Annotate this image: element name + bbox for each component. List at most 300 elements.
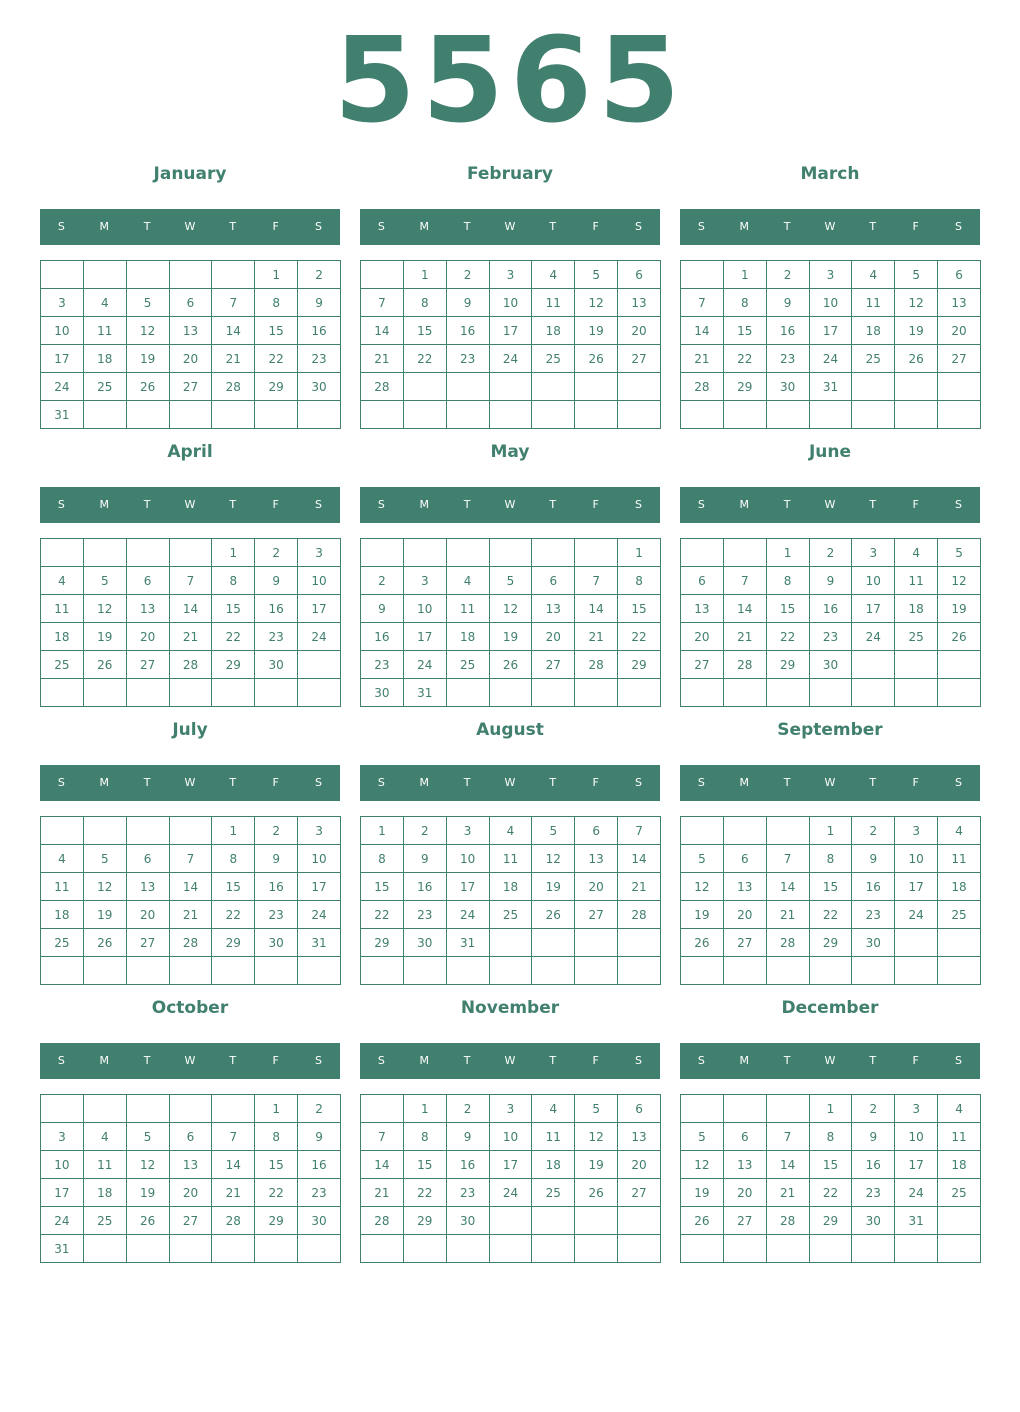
day-cell: 28 — [723, 651, 766, 679]
day-cell: 27 — [618, 1179, 661, 1207]
day-cell: 30 — [298, 1207, 341, 1235]
week-row — [361, 651, 661, 679]
day-cell: 5 — [575, 1095, 618, 1123]
day-cell: 19 — [532, 873, 575, 901]
days-table — [40, 816, 341, 985]
days-table — [680, 816, 981, 985]
day-cell: 15 — [809, 1151, 852, 1179]
day-cell: 23 — [403, 901, 446, 929]
day-cell: 28 — [169, 651, 212, 679]
day-cell: 21 — [169, 901, 212, 929]
weekday-label: T — [869, 498, 877, 511]
day-cell: 2 — [361, 567, 404, 595]
day-cell: 7 — [361, 1123, 404, 1151]
weekday-label: T — [143, 220, 151, 233]
day-cell: 1 — [723, 261, 766, 289]
week-row — [41, 1095, 341, 1123]
weekday-label: S — [57, 498, 65, 511]
weekday-label: W — [504, 776, 516, 789]
day-cell: 21 — [212, 1179, 255, 1207]
day-cell: 25 — [938, 901, 981, 929]
day-cell: 8 — [809, 845, 852, 873]
weekday-header — [680, 209, 980, 245]
weekday-label: T — [549, 220, 557, 233]
day-cell: 21 — [575, 623, 618, 651]
day-cell: 31 — [809, 373, 852, 401]
day-cell: 1 — [212, 539, 255, 567]
day-cell: 11 — [938, 1123, 981, 1151]
month-name: May — [490, 442, 530, 462]
day-cell — [938, 401, 981, 429]
day-cell: 20 — [575, 873, 618, 901]
day-cell: 16 — [298, 1151, 341, 1179]
day-cell: 13 — [126, 873, 169, 901]
day-cell: 20 — [126, 623, 169, 651]
month-march — [680, 155, 980, 429]
day-cell: 26 — [575, 1179, 618, 1207]
day-cell: 12 — [575, 289, 618, 317]
day-cell: 12 — [126, 1151, 169, 1179]
day-cell: 30 — [255, 929, 298, 957]
day-cell — [575, 1235, 618, 1263]
day-cell: 18 — [41, 623, 84, 651]
day-cell: 15 — [403, 317, 446, 345]
day-cell: 25 — [489, 901, 532, 929]
week-row — [41, 679, 341, 707]
month-july — [40, 711, 340, 985]
week-row — [41, 567, 341, 595]
day-cell: 3 — [895, 817, 938, 845]
day-cell: 29 — [809, 1207, 852, 1235]
week-row — [681, 1207, 981, 1235]
day-cell: 17 — [403, 623, 446, 651]
weekday-label: W — [824, 498, 836, 511]
day-cell: 4 — [83, 289, 126, 317]
day-cell: 26 — [681, 1207, 724, 1235]
day-cell: 29 — [809, 929, 852, 957]
day-cell — [446, 539, 489, 567]
day-cell — [169, 957, 212, 985]
day-cell: 23 — [766, 345, 809, 373]
week-row — [361, 623, 661, 651]
day-cell: 6 — [938, 261, 981, 289]
day-cell: 3 — [298, 539, 341, 567]
day-cell — [766, 401, 809, 429]
day-cell: 20 — [169, 1179, 212, 1207]
day-cell: 1 — [809, 817, 852, 845]
weekday-label: M — [419, 220, 430, 233]
day-cell — [446, 401, 489, 429]
day-cell: 23 — [852, 901, 895, 929]
day-cell: 4 — [41, 845, 84, 873]
day-cell: 12 — [938, 567, 981, 595]
day-cell — [169, 817, 212, 845]
day-cell — [446, 373, 489, 401]
day-cell: 26 — [681, 929, 724, 957]
day-cell: 13 — [169, 317, 212, 345]
week-row — [41, 261, 341, 289]
month-name: September — [777, 720, 883, 740]
week-row — [41, 1207, 341, 1235]
day-cell: 2 — [403, 817, 446, 845]
day-cell: 26 — [895, 345, 938, 373]
day-cell: 22 — [403, 345, 446, 373]
week-row — [361, 1207, 661, 1235]
day-cell: 13 — [938, 289, 981, 317]
day-cell: 25 — [41, 929, 84, 957]
day-cell — [169, 539, 212, 567]
weekday-label: F — [592, 498, 599, 511]
day-cell — [212, 1095, 255, 1123]
weekday-label: F — [272, 498, 279, 511]
day-cell: 24 — [298, 623, 341, 651]
day-cell: 25 — [532, 1179, 575, 1207]
day-cell: 3 — [403, 567, 446, 595]
month-name: February — [466, 164, 554, 184]
weekday-label: W — [824, 220, 836, 233]
day-cell — [938, 651, 981, 679]
day-cell: 22 — [809, 1179, 852, 1207]
day-cell: 15 — [212, 595, 255, 623]
day-cell — [681, 401, 724, 429]
day-cell: 24 — [809, 345, 852, 373]
day-cell — [766, 679, 809, 707]
day-cell: 7 — [212, 1123, 255, 1151]
day-cell: 13 — [169, 1151, 212, 1179]
day-cell: 21 — [361, 1179, 404, 1207]
day-cell: 16 — [255, 873, 298, 901]
day-cell: 8 — [361, 845, 404, 873]
day-cell — [852, 401, 895, 429]
day-cell: 26 — [83, 651, 126, 679]
day-cell: 23 — [255, 623, 298, 651]
day-cell — [361, 261, 404, 289]
day-cell: 4 — [895, 539, 938, 567]
day-cell — [723, 679, 766, 707]
day-cell: 21 — [766, 901, 809, 929]
day-cell: 19 — [83, 901, 126, 929]
day-cell — [255, 401, 298, 429]
day-cell: 29 — [361, 929, 404, 957]
day-cell — [895, 401, 938, 429]
weekday-label: T — [143, 498, 151, 511]
day-cell: 29 — [723, 373, 766, 401]
day-cell: 28 — [618, 901, 661, 929]
day-cell: 14 — [723, 595, 766, 623]
day-cell: 3 — [41, 289, 84, 317]
day-cell — [41, 957, 84, 985]
day-cell — [169, 401, 212, 429]
day-cell: 11 — [852, 289, 895, 317]
day-cell: 19 — [681, 901, 724, 929]
week-row — [681, 595, 981, 623]
day-cell: 11 — [83, 317, 126, 345]
day-cell: 17 — [895, 873, 938, 901]
day-cell: 23 — [852, 1179, 895, 1207]
month-name: December — [781, 998, 879, 1018]
weekday-label: M — [739, 776, 750, 789]
day-cell — [126, 957, 169, 985]
day-cell: 13 — [532, 595, 575, 623]
weekday-header — [680, 1043, 980, 1079]
day-cell: 14 — [169, 873, 212, 901]
month-september — [680, 711, 980, 985]
day-cell: 20 — [938, 317, 981, 345]
day-cell: 27 — [169, 373, 212, 401]
day-cell: 5 — [126, 1123, 169, 1151]
day-cell: 21 — [212, 345, 255, 373]
day-cell — [83, 1235, 126, 1263]
day-cell: 4 — [532, 261, 575, 289]
day-cell — [681, 261, 724, 289]
weekday-label: W — [504, 220, 516, 233]
day-cell: 24 — [403, 651, 446, 679]
day-cell: 7 — [766, 1123, 809, 1151]
day-cell — [403, 373, 446, 401]
day-cell: 21 — [361, 345, 404, 373]
weekday-header — [40, 209, 340, 245]
day-cell: 12 — [895, 289, 938, 317]
day-cell: 18 — [532, 1151, 575, 1179]
week-row — [41, 901, 341, 929]
weekday-header — [360, 765, 660, 801]
day-cell: 10 — [895, 845, 938, 873]
week-row — [681, 373, 981, 401]
day-cell — [532, 373, 575, 401]
day-cell — [575, 539, 618, 567]
day-cell: 3 — [895, 1095, 938, 1123]
day-cell — [895, 957, 938, 985]
day-cell: 14 — [766, 873, 809, 901]
week-row — [681, 817, 981, 845]
day-cell — [41, 1095, 84, 1123]
weekday-label: T — [783, 498, 791, 511]
weekday-label: S — [314, 1054, 322, 1067]
day-cell — [83, 679, 126, 707]
day-cell: 6 — [126, 845, 169, 873]
day-cell — [575, 929, 618, 957]
day-cell: 10 — [489, 289, 532, 317]
day-cell: 19 — [681, 1179, 724, 1207]
weekday-label: S — [377, 220, 385, 233]
day-cell — [489, 929, 532, 957]
day-cell — [895, 679, 938, 707]
day-cell: 14 — [212, 1151, 255, 1179]
day-cell: 25 — [895, 623, 938, 651]
day-cell: 10 — [852, 567, 895, 595]
day-cell: 15 — [403, 1151, 446, 1179]
weekday-label: M — [739, 220, 750, 233]
day-cell: 4 — [938, 1095, 981, 1123]
day-cell — [681, 957, 724, 985]
weekday-label: F — [912, 776, 919, 789]
day-cell: 30 — [361, 679, 404, 707]
day-cell: 22 — [212, 901, 255, 929]
weekday-label: M — [739, 1054, 750, 1067]
day-cell: 18 — [41, 901, 84, 929]
day-cell: 3 — [41, 1123, 84, 1151]
weekday-label: S — [954, 1054, 962, 1067]
day-cell — [852, 957, 895, 985]
week-row — [361, 1179, 661, 1207]
weekday-label: W — [184, 776, 196, 789]
day-cell: 3 — [852, 539, 895, 567]
day-cell: 8 — [212, 845, 255, 873]
week-row — [361, 345, 661, 373]
day-cell — [489, 401, 532, 429]
month-name: August — [476, 720, 544, 740]
day-cell: 25 — [938, 1179, 981, 1207]
day-cell: 9 — [298, 1123, 341, 1151]
days-table — [40, 260, 341, 429]
day-cell: 23 — [446, 345, 489, 373]
day-cell: 12 — [575, 1123, 618, 1151]
week-row — [361, 261, 661, 289]
weekday-label: T — [463, 776, 471, 789]
day-cell: 14 — [212, 317, 255, 345]
day-cell: 18 — [938, 873, 981, 901]
week-row — [681, 1123, 981, 1151]
day-cell: 29 — [212, 929, 255, 957]
week-row — [681, 651, 981, 679]
day-cell — [895, 1235, 938, 1263]
day-cell: 17 — [852, 595, 895, 623]
day-cell: 31 — [41, 1235, 84, 1263]
day-cell — [852, 1235, 895, 1263]
day-cell: 24 — [895, 901, 938, 929]
day-cell: 24 — [41, 1207, 84, 1235]
week-row — [681, 345, 981, 373]
day-cell: 16 — [766, 317, 809, 345]
day-cell: 16 — [852, 1151, 895, 1179]
day-cell: 6 — [681, 567, 724, 595]
week-row — [361, 957, 661, 985]
day-cell: 11 — [895, 567, 938, 595]
week-row — [41, 623, 341, 651]
day-cell: 6 — [618, 1095, 661, 1123]
day-cell — [41, 261, 84, 289]
month-name: October — [151, 998, 229, 1018]
day-cell: 25 — [83, 1207, 126, 1235]
day-cell: 18 — [446, 623, 489, 651]
day-cell: 26 — [489, 651, 532, 679]
day-cell: 11 — [446, 595, 489, 623]
day-cell: 27 — [532, 651, 575, 679]
day-cell: 25 — [852, 345, 895, 373]
day-cell: 24 — [852, 623, 895, 651]
day-cell: 27 — [938, 345, 981, 373]
day-cell: 21 — [681, 345, 724, 373]
weekday-label: M — [99, 1054, 110, 1067]
day-cell: 27 — [169, 1207, 212, 1235]
day-cell — [126, 1235, 169, 1263]
day-cell: 2 — [298, 1095, 341, 1123]
day-cell — [681, 1095, 724, 1123]
day-cell: 9 — [298, 289, 341, 317]
weekday-label: M — [99, 498, 110, 511]
day-cell: 17 — [298, 595, 341, 623]
day-cell: 19 — [126, 345, 169, 373]
day-cell: 15 — [255, 1151, 298, 1179]
day-cell — [938, 1207, 981, 1235]
day-cell — [489, 373, 532, 401]
day-cell: 2 — [446, 1095, 489, 1123]
day-cell: 10 — [41, 1151, 84, 1179]
weekday-label: S — [954, 776, 962, 789]
weekday-header — [360, 487, 660, 523]
weekday-label: T — [143, 776, 151, 789]
day-cell: 1 — [403, 1095, 446, 1123]
weekday-label: M — [419, 776, 430, 789]
day-cell: 5 — [83, 567, 126, 595]
day-cell — [895, 929, 938, 957]
day-cell — [126, 539, 169, 567]
day-cell — [575, 373, 618, 401]
day-cell: 29 — [255, 373, 298, 401]
day-cell: 5 — [575, 261, 618, 289]
day-cell — [298, 651, 341, 679]
day-cell: 21 — [766, 1179, 809, 1207]
day-cell: 13 — [723, 1151, 766, 1179]
month-august — [360, 711, 660, 985]
day-cell — [489, 1235, 532, 1263]
day-cell: 22 — [766, 623, 809, 651]
day-cell: 26 — [575, 345, 618, 373]
day-cell: 16 — [446, 317, 489, 345]
weekday-label: T — [783, 220, 791, 233]
day-cell: 29 — [212, 651, 255, 679]
weekday-label: S — [57, 1054, 65, 1067]
week-row — [681, 317, 981, 345]
week-row — [681, 873, 981, 901]
day-cell — [361, 1235, 404, 1263]
week-row — [41, 1123, 341, 1151]
weekday-label: S — [634, 498, 642, 511]
day-cell — [83, 817, 126, 845]
week-row — [361, 873, 661, 901]
day-cell: 5 — [938, 539, 981, 567]
week-row — [361, 595, 661, 623]
day-cell: 9 — [403, 845, 446, 873]
day-cell: 17 — [489, 317, 532, 345]
day-cell — [83, 401, 126, 429]
week-row — [681, 289, 981, 317]
day-cell — [255, 957, 298, 985]
month-name: June — [808, 442, 852, 462]
month-name: November — [460, 998, 560, 1018]
month-october — [40, 989, 340, 1263]
week-row — [681, 623, 981, 651]
day-cell — [212, 1235, 255, 1263]
day-cell: 12 — [532, 845, 575, 873]
day-cell: 24 — [489, 345, 532, 373]
weekday-label: W — [184, 220, 196, 233]
week-row — [361, 539, 661, 567]
day-cell: 4 — [41, 567, 84, 595]
day-cell — [575, 957, 618, 985]
day-cell: 10 — [403, 595, 446, 623]
day-cell: 18 — [83, 1179, 126, 1207]
day-cell: 2 — [255, 539, 298, 567]
days-table — [360, 260, 661, 429]
day-cell — [723, 1235, 766, 1263]
day-cell: 9 — [255, 845, 298, 873]
day-cell: 19 — [83, 623, 126, 651]
day-cell: 20 — [126, 901, 169, 929]
day-cell: 30 — [255, 651, 298, 679]
day-cell: 30 — [766, 373, 809, 401]
month-april — [40, 433, 340, 707]
